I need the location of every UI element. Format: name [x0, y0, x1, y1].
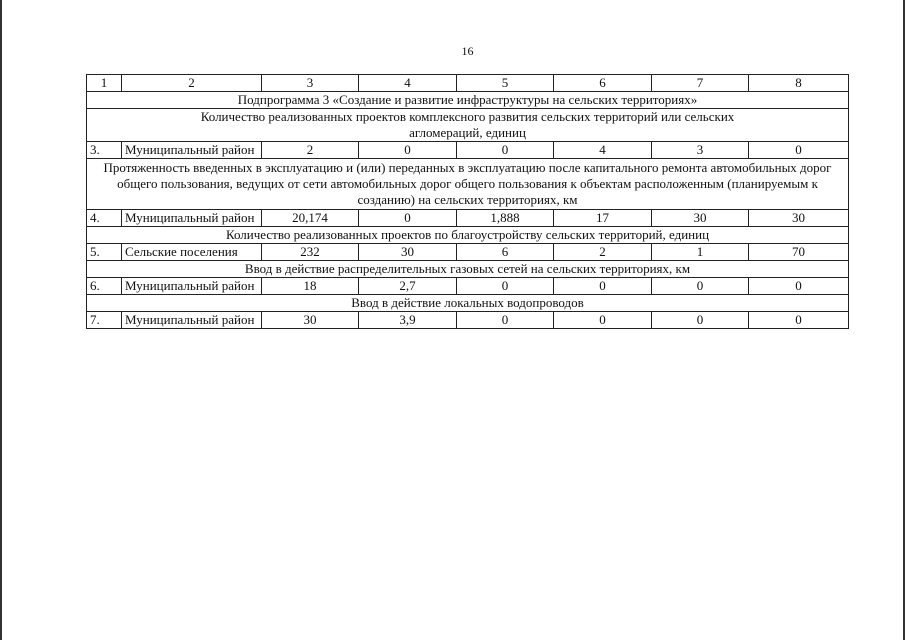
value-cell: 0 — [359, 142, 457, 159]
section-row — [87, 227, 849, 244]
section-row — [87, 109, 849, 142]
value-cell: 2 — [554, 244, 652, 261]
section-row — [87, 92, 849, 109]
value-cell: 1 — [652, 244, 749, 261]
section-title: Ввод в действие распределительных газовых сетей на сельских территориях, км — [87, 261, 849, 278]
value-cell: 0 — [652, 278, 749, 295]
table-row — [87, 244, 849, 261]
row-index: 5. — [87, 244, 122, 261]
value-cell: 0 — [457, 278, 554, 295]
table-row — [87, 312, 849, 329]
header-cell: 1 — [87, 75, 122, 92]
value-cell: 3,9 — [359, 312, 457, 329]
row-index: 4. — [87, 210, 122, 227]
header-cell: 2 — [122, 75, 262, 92]
value-cell: 0 — [749, 312, 849, 329]
value-cell: 30 — [359, 244, 457, 261]
section-title: Протяженность введенных в эксплуатацию и (или) переданных в эксплуатацию после капитального ремонта автомобильных дорог общего пользования, ведущих от сети автомобильных дорог общего пользования к объектам расположенным (планируемым к созданию) на сельских территориях, км — [87, 159, 849, 210]
section-title: Количество реализованных проектов комплексного развития сельских территорий или сельских агломераций, единиц — [87, 109, 849, 142]
value-cell: 4 — [554, 142, 652, 159]
section-title: Количество реализованных проектов по благоустройству сельских территорий, единиц — [87, 227, 849, 244]
subprogram-title: Подпрограмма 3 «Создание и развитие инфраструктуры на сельских территориях» — [87, 92, 849, 109]
value-cell: 232 — [262, 244, 359, 261]
value-cell: 20,174 — [262, 210, 359, 227]
value-cell: 0 — [457, 312, 554, 329]
table-row — [87, 210, 849, 227]
indicator-table — [86, 74, 849, 329]
header-cell: 5 — [457, 75, 554, 92]
section-row — [87, 159, 849, 210]
row-index: 7. — [87, 312, 122, 329]
row-name: Муниципальный район — [122, 278, 262, 295]
row-index: 6. — [87, 278, 122, 295]
value-cell: 0 — [554, 278, 652, 295]
section-row — [87, 261, 849, 278]
value-cell: 18 — [262, 278, 359, 295]
row-name: Муниципальный район — [122, 210, 262, 227]
header-cell: 7 — [652, 75, 749, 92]
value-cell: 70 — [749, 244, 849, 261]
header-cell: 4 — [359, 75, 457, 92]
row-name: Муниципальный район — [122, 142, 262, 159]
scan-edge-left — [0, 0, 2, 640]
value-cell: 0 — [749, 142, 849, 159]
header-row — [87, 75, 849, 92]
value-cell: 0 — [457, 142, 554, 159]
header-cell: 3 — [262, 75, 359, 92]
value-cell: 30 — [652, 210, 749, 227]
value-cell: 1,888 — [457, 210, 554, 227]
row-name: Муниципальный район — [122, 312, 262, 329]
value-cell: 0 — [652, 312, 749, 329]
page-number: 16 — [461, 44, 474, 58]
section-row — [87, 295, 849, 312]
table-row — [87, 278, 849, 295]
header-cell: 8 — [749, 75, 849, 92]
value-cell: 6 — [457, 244, 554, 261]
value-cell: 17 — [554, 210, 652, 227]
value-cell: 0 — [554, 312, 652, 329]
value-cell: 2,7 — [359, 278, 457, 295]
table-row — [87, 142, 849, 159]
value-cell: 0 — [749, 278, 849, 295]
value-cell: 30 — [749, 210, 849, 227]
value-cell: 2 — [262, 142, 359, 159]
row-name: Сельские поселения — [122, 244, 262, 261]
row-index: 3. — [87, 142, 122, 159]
value-cell: 3 — [652, 142, 749, 159]
header-cell: 6 — [554, 75, 652, 92]
value-cell: 0 — [359, 210, 457, 227]
value-cell: 30 — [262, 312, 359, 329]
section-title: Ввод в действие локальных водопроводов — [87, 295, 849, 312]
